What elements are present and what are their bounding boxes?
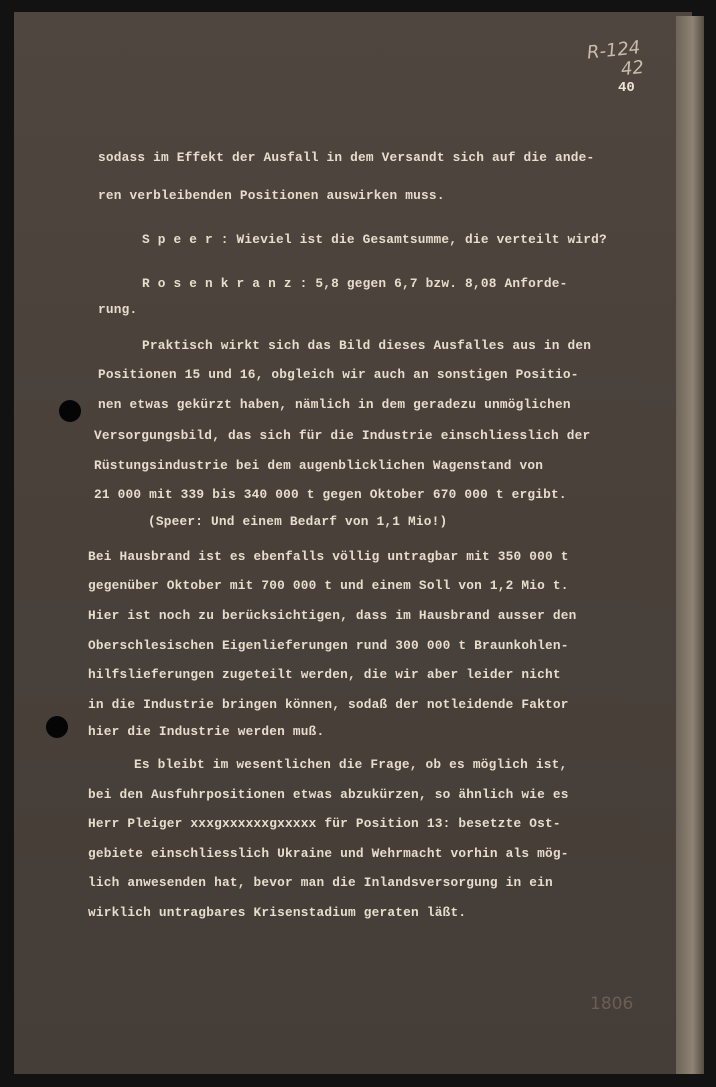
text-line: 21 000 mit 339 bis 340 000 t gegen Oktober 670 000 t ergibt. [94,487,567,502]
text-line: bei den Ausfuhrpositionen etwas abzukürzen, so ähnlich wie es [88,787,569,802]
text-line: hilfslieferungen zugeteilt werden, die wir aber leider nicht [88,667,561,682]
text-line: S p e e r : Wieviel ist die Gesamtsumme, die verteilt wird? [142,232,607,247]
text-line: Hier ist noch zu berücksichtigen, dass im Hausbrand ausser den [88,608,577,623]
archive-mark-line1: R-124 [585,37,642,64]
text-line: R o s e n k r a n z : 5,8 gegen 6,7 bzw. 8,08 Anforde- [142,276,568,291]
text-line: Versorgungsbild, das sich für die Industrie einschliesslich der [94,428,591,443]
punch-hole-lower [46,716,68,738]
text-line: rung. [98,302,138,317]
text-line: sodass im Effekt der Ausfall in dem Versandt sich auf die ande- [98,150,595,165]
text-line: Oberschlesischen Eigenlieferungen rund 300 000 t Braunkohlen- [88,638,569,653]
text-line: (Speer: Und einem Bedarf von 1,1 Mio!) [148,514,448,529]
text-line: in die Industrie bringen können, sodaß der notleidende Faktor [88,697,569,712]
archive-mark-line2: 42 [619,56,645,81]
text-line: Bei Hausbrand ist es ebenfalls völlig untragbar mit 350 000 t [88,549,569,564]
text-line: nen etwas gekürzt haben, nämlich in dem geradezu unmöglichen [98,397,571,412]
text-line: Es bleibt im wesentlichen die Frage, ob es möglich ist, [134,757,568,772]
page-number: 40 [618,80,635,96]
text-line: hier die Industrie werden muß. [88,724,325,739]
text-line: Rüstungsindustrie bei dem augenblicklichen Wagenstand von [94,458,544,473]
text-line: gebiete einschliesslich Ukraine und Wehrmacht vorhin als mög- [88,846,569,861]
text-line: lich anwesenden hat, bevor man die Inlandsversorgung in ein [88,875,553,890]
punch-hole-upper [59,400,81,422]
page-stamp: 1806 [590,994,634,1014]
text-line: Positionen 15 und 16, obgleich wir auch an sonstigen Positio- [98,367,579,382]
text-line: ren verbleibenden Positionen auswirken muss. [98,188,445,203]
archive-mark [586,36,660,83]
text-line: wirklich untragbares Krisenstadium geraten läßt. [88,905,467,920]
text-line: gegenüber Oktober mit 700 000 t und einem Soll von 1,2 Mio t. [88,578,569,593]
page-edge-strip [676,16,704,1074]
text-line: Herr Pleiger xxxgxxxxxxgxxxxx für Position 13: besetzte Ost- [88,816,561,831]
text-line: Praktisch wirkt sich das Bild dieses Ausfalles aus in den [142,338,592,353]
